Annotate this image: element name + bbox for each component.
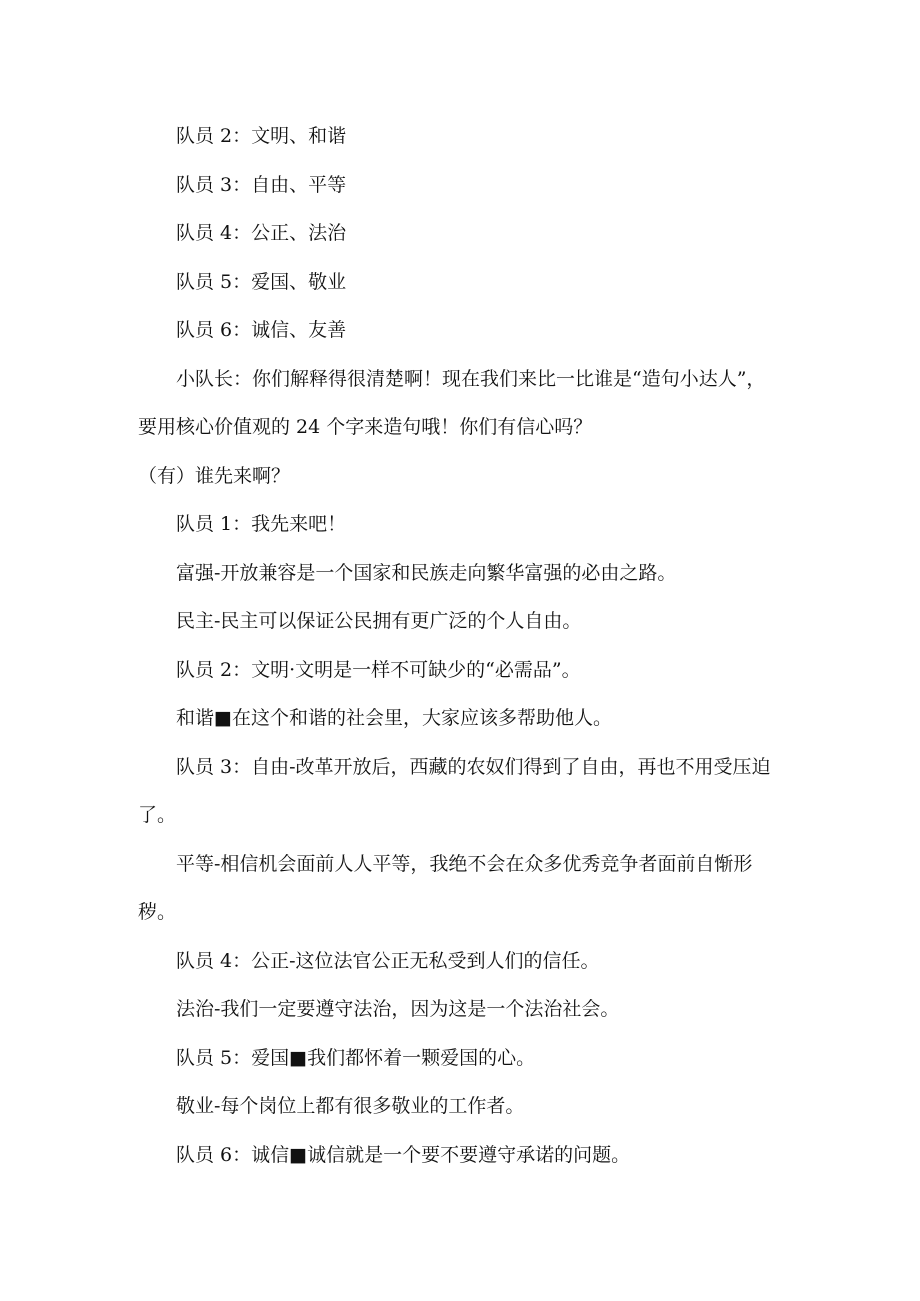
paragraph: 法治-我们一定要遵守法治，因为这是一个法治社会。	[176, 998, 620, 1020]
paragraph: 队员 3：自由、平等	[176, 173, 347, 196]
paragraph: （有）谁先来啊？	[138, 464, 291, 487]
document-body	[138, 112, 778, 1179]
paragraph: 队员 6：诚信、友善	[176, 319, 347, 341]
paragraph: 和谐■在这个和谐的社会里，大家应该多帮助他人。	[176, 707, 612, 729]
paragraph: 平等-相信机会面前人人平等，我绝不会在众多优秀竞争者面前自惭形秽。	[138, 852, 753, 923]
paragraph: 队员 5：爱国、敬业	[176, 270, 347, 293]
paragraph: 民主-民主可以保证公民拥有更广泛的个人自由。	[176, 610, 582, 632]
paragraph: 队员 6：诚信■诚信就是一个要不要遵守承诺的问题。	[176, 1143, 631, 1166]
paragraph: 队员 4：公正-这位法官公正无私受到人们的信任。	[176, 949, 600, 972]
paragraph: 队员 4：公正、法治	[176, 222, 347, 244]
paragraph: 小队长：你们解释得很清楚啊！现在我们来比一比谁是“造句小达人”，要用核心价值观的 24 个字来造句哦！你们有信心吗？	[138, 367, 766, 438]
paragraph: 队员 2：文明、和谐	[176, 125, 347, 147]
paragraph: 敬业-每个岗位上都有很多敬业的工作者。	[176, 1095, 525, 1117]
paragraph: 队员 1：我先来吧！	[176, 513, 347, 535]
paragraph: 队员 5：爱国■我们都怀着一颗爱国的心。	[176, 1046, 536, 1069]
paragraph: 富强-开放兼容是一个国家和民族走向繁华富强的必由之路。	[176, 561, 677, 584]
paragraph: 队员 2：文明·文明是一样不可缺少的“必需品”。	[176, 658, 581, 681]
paragraph: 队员 3：自由-改革开放后，西藏的农奴们得到了自由，再也不用受压迫了。	[138, 755, 771, 826]
